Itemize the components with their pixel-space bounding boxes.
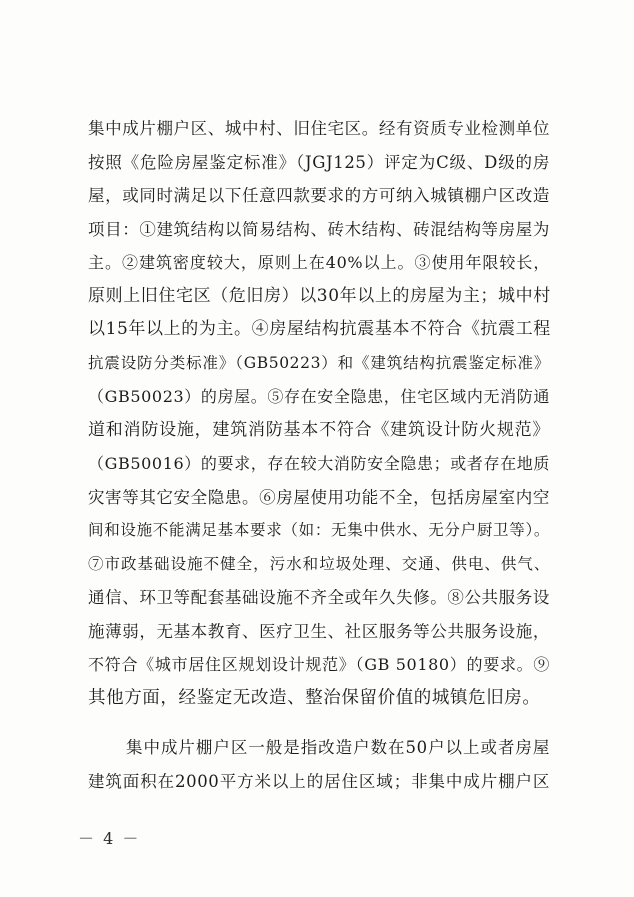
- body-text: [88, 112, 550, 798]
- text-line: 项目：①建筑结构以简易结构、砖木结构、砖混结构等房屋为: [88, 219, 550, 239]
- text-line: 施薄弱，无基本教育、医疗卫生、社区服务等公共服务设施，: [88, 621, 550, 641]
- text-line: 以15年以上的为主。④房屋结构抗震基本不符合《抗震工程: [88, 319, 551, 339]
- text-line: 集中成片棚户区、城中村、旧住宅区。经有资质专业检测单位: [88, 119, 550, 138]
- text-line: 按照《危险房屋鉴定标准》（JGJ125）评定为C级、D级的房: [88, 152, 550, 172]
- text-line: （GB50016）的要求，存在较大消防安全隐患；或者存在地质: [88, 454, 550, 473]
- text-line: 道和消防设施，建筑消防基本不符合《建筑设计防火规范》: [88, 419, 550, 440]
- text-line: 不符合《城市居住区规划设计规范》（GB 50180）的要求。⑨: [88, 655, 550, 674]
- text-line: 间和设施不能满足基本要求（如：无集中供水、无分户厨卫等）。: [88, 521, 550, 539]
- text-line: 主。②建筑密度较大，原则上在40%以上。③使用年限较长，: [88, 253, 550, 272]
- text-line: 集中成片棚户区一般是指改造户数在50户以上或者房屋: [126, 738, 550, 757]
- text-line: （GB50023）的房屋。⑤存在安全隐患，住宅区域内无消防通: [88, 387, 550, 406]
- text-line: 通信、环卫等配套基础设施不齐全或年久失修。⑧公共服务设: [88, 588, 550, 607]
- paragraph-gap: [88, 715, 550, 731]
- text-line: 其他方面，经鉴定无改造、整治保留价值的城镇危旧房。: [88, 687, 541, 708]
- text-line: 灾害等其它安全隐患。⑥房屋使用功能不全，包括房屋室内空: [88, 487, 550, 507]
- page-number: － 4 －: [78, 829, 141, 848]
- text-line: 抗震设防分类标准》（GB50223）和《建筑结构抗震鉴定标准》: [88, 353, 550, 372]
- text-line: 原则上旧住宅区（危旧房）以30年以上的房屋为主；城中村: [88, 285, 551, 306]
- text-line: ⑦市政基础设施不健全，污水和垃圾处理、交通、供电、供气、: [88, 554, 550, 573]
- text-line: 建筑面积在2000平方米以上的居住区域；非集中成片棚户区: [88, 771, 550, 791]
- text-line: 屋，或同时满足以下任意四款要求的方可纳入城镇棚户区改造: [88, 186, 550, 205]
